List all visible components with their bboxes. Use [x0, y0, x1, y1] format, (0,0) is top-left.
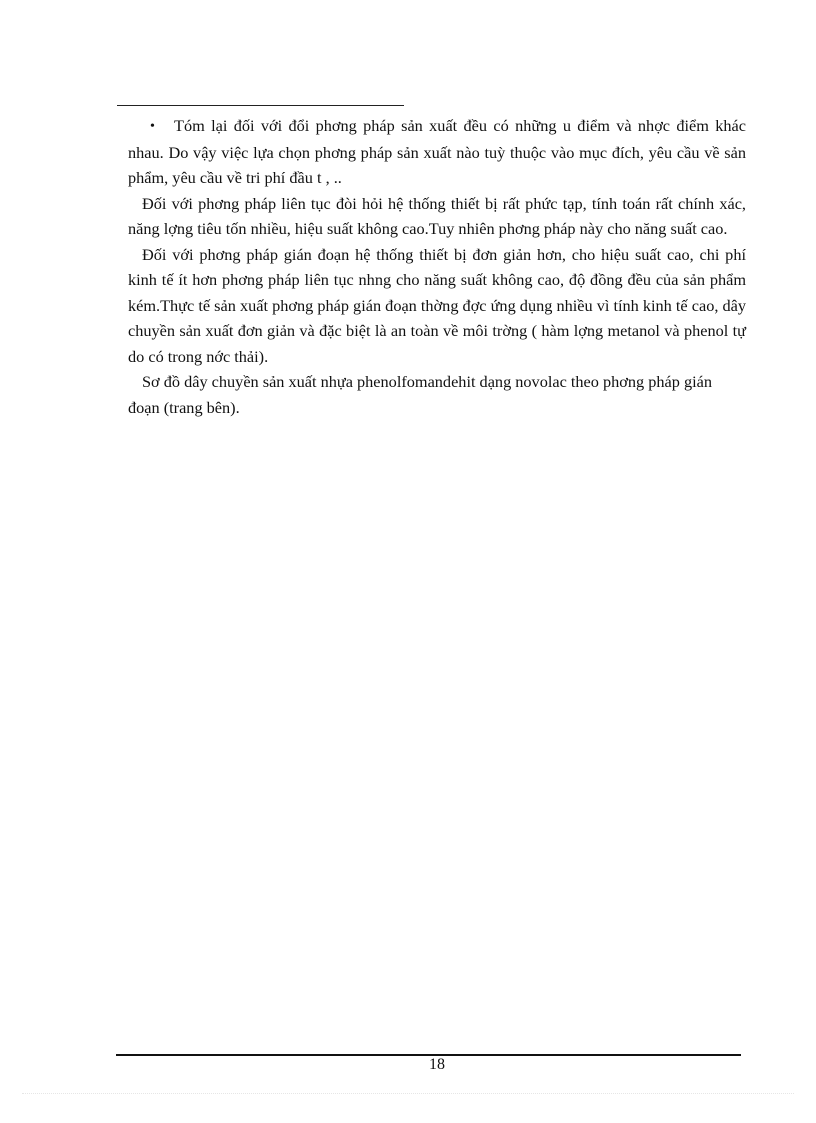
top-divider	[117, 105, 404, 106]
paragraph-batch-method	[128, 242, 746, 370]
paragraph-diagram-reference	[128, 369, 746, 420]
paragraph-continuous-method	[128, 191, 746, 242]
paragraph-text: Sơ đồ dây chuyền sản xuất nhựa phenolfomandehit dạng novolac theo phơng pháp gián đoạn (trang bên).	[128, 372, 712, 417]
paragraph-summary	[128, 113, 746, 191]
page-number: 18	[429, 1056, 445, 1073]
document-body	[128, 113, 746, 420]
paragraph-text: Tóm lại đối với đổi phơng pháp sản xuất đều có những u điểm và nhợc điểm khác nhau. Do vậy việc lựa chọn phơng pháp sản xuất nào tuỳ thuộc vào mục đích, yêu cầu về sản phẩm, yêu cầu về tri phí đầu t , ..	[128, 116, 746, 187]
page-bottom-border	[22, 1093, 794, 1094]
paragraph-text: Đối với phơng pháp gián đoạn hệ thống thiết bị đơn giản hơn, cho hiệu suất cao, chi phí kinh tế ít hơn phơng pháp liên tục nhng cho năng suất không cao, độ đồng đều của sản phẩm kém.Thực tế sản xuất phơng pháp gián đoạn thờng đợc ứng dụng nhiều vì tính kinh tế cao, dây chuyền sản xuất đơn giản và đặc biệt là an toàn về môi trờng ( hàm lợng metanol và phenol tự do có trong nớc thải).	[128, 244, 746, 366]
paragraph-text: Đối với phơng pháp liên tục đòi hỏi hệ thống thiết bị rất phức tạp, tính toán rất chính xác, năng lợng tiêu tốn nhiều, hiệu suất không cao.Tuy nhiên phơng pháp này cho năng suất cao.	[128, 193, 746, 238]
bullet-icon: •	[150, 119, 155, 134]
